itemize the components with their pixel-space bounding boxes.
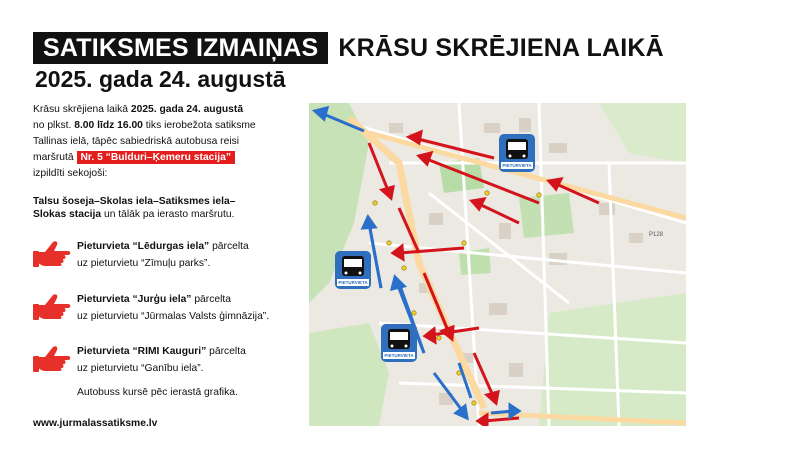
stop-moved: pārcelta — [206, 346, 246, 357]
intro-p1: Krāsu skrējiena laikā — [33, 104, 131, 115]
bus-stop-icon — [381, 324, 417, 362]
stop-from: Pieturvieta “RIMI Kauguri” — [77, 346, 207, 357]
stop-from: Pieturvieta “Jurģu iela” — [77, 294, 192, 305]
bus-stop-label: PIETURVIETA — [384, 353, 414, 358]
stop-to: uz pieturvietu “Jūrmalas Valsts ģimnāzija”. — [77, 311, 270, 322]
bus-stop-label: PIETURVIETA — [502, 163, 532, 168]
pointing-hand-icon — [33, 238, 73, 272]
route-path — [33, 195, 323, 221]
bus-stop-icon — [335, 251, 371, 289]
stop-to: uz pieturvietu “Zīmuļu parks”. — [77, 258, 211, 269]
title-highlight: SATIKSMES IZMAIŅAS — [33, 32, 328, 64]
intro-p2-rest: tiks ierobežota satiksme — [142, 120, 256, 131]
title-rest: KRĀSU SKRĒJIENA LAIKĀ — [338, 33, 664, 62]
schedule-note: Autobuss kursē pēc ierastā grafika. — [77, 387, 238, 398]
pointing-hand-icon — [33, 291, 73, 325]
website-link[interactable]: www.jurmalassatiksme.lv — [33, 418, 158, 429]
stop-moved: pārcelta — [209, 241, 249, 252]
intro-p4: maršrutā — [33, 152, 77, 163]
pointing-hand-icon — [33, 343, 73, 377]
stop-item — [33, 291, 313, 325]
title-row — [33, 33, 664, 63]
route-badge: Nr. 5 “Bulduri–Ķemeru stacija” — [77, 151, 236, 164]
intro-time: 8.00 līdz 16.00 — [74, 120, 143, 131]
route-path-rest: un tālāk pa ierasto maršrutu. — [101, 209, 235, 220]
stop-item — [33, 343, 313, 377]
stop-from: Pieturvieta “Lēdurgas iela” — [77, 241, 210, 252]
intro-p3: Tallinas ielā, tāpēc sabiedriskā autobusa reisi — [33, 136, 240, 147]
bus-stop-icon — [499, 134, 535, 172]
route-path-line1: Talsu šoseja–Skolas iela–Satiksmes iela– — [33, 196, 236, 207]
intro-text — [33, 102, 313, 182]
stop-item — [33, 238, 313, 272]
stop-to: uz pieturvietu “Ganību iela”. — [77, 363, 204, 374]
route-map — [309, 103, 686, 426]
route-path-station: Slokas stacija — [33, 209, 102, 220]
title-date: 2025. gada 24. augustā — [35, 66, 286, 92]
road-label: P128 — [649, 232, 664, 238]
bus-stop-label: PIETURVIETA — [338, 280, 368, 285]
intro-date: 2025. gada 24. augustā — [130, 104, 244, 115]
intro-p2: no plkst. — [33, 120, 75, 131]
intro-p5: izpildīti sekojoši: — [33, 168, 108, 179]
stop-moved: pārcelta — [191, 294, 231, 305]
